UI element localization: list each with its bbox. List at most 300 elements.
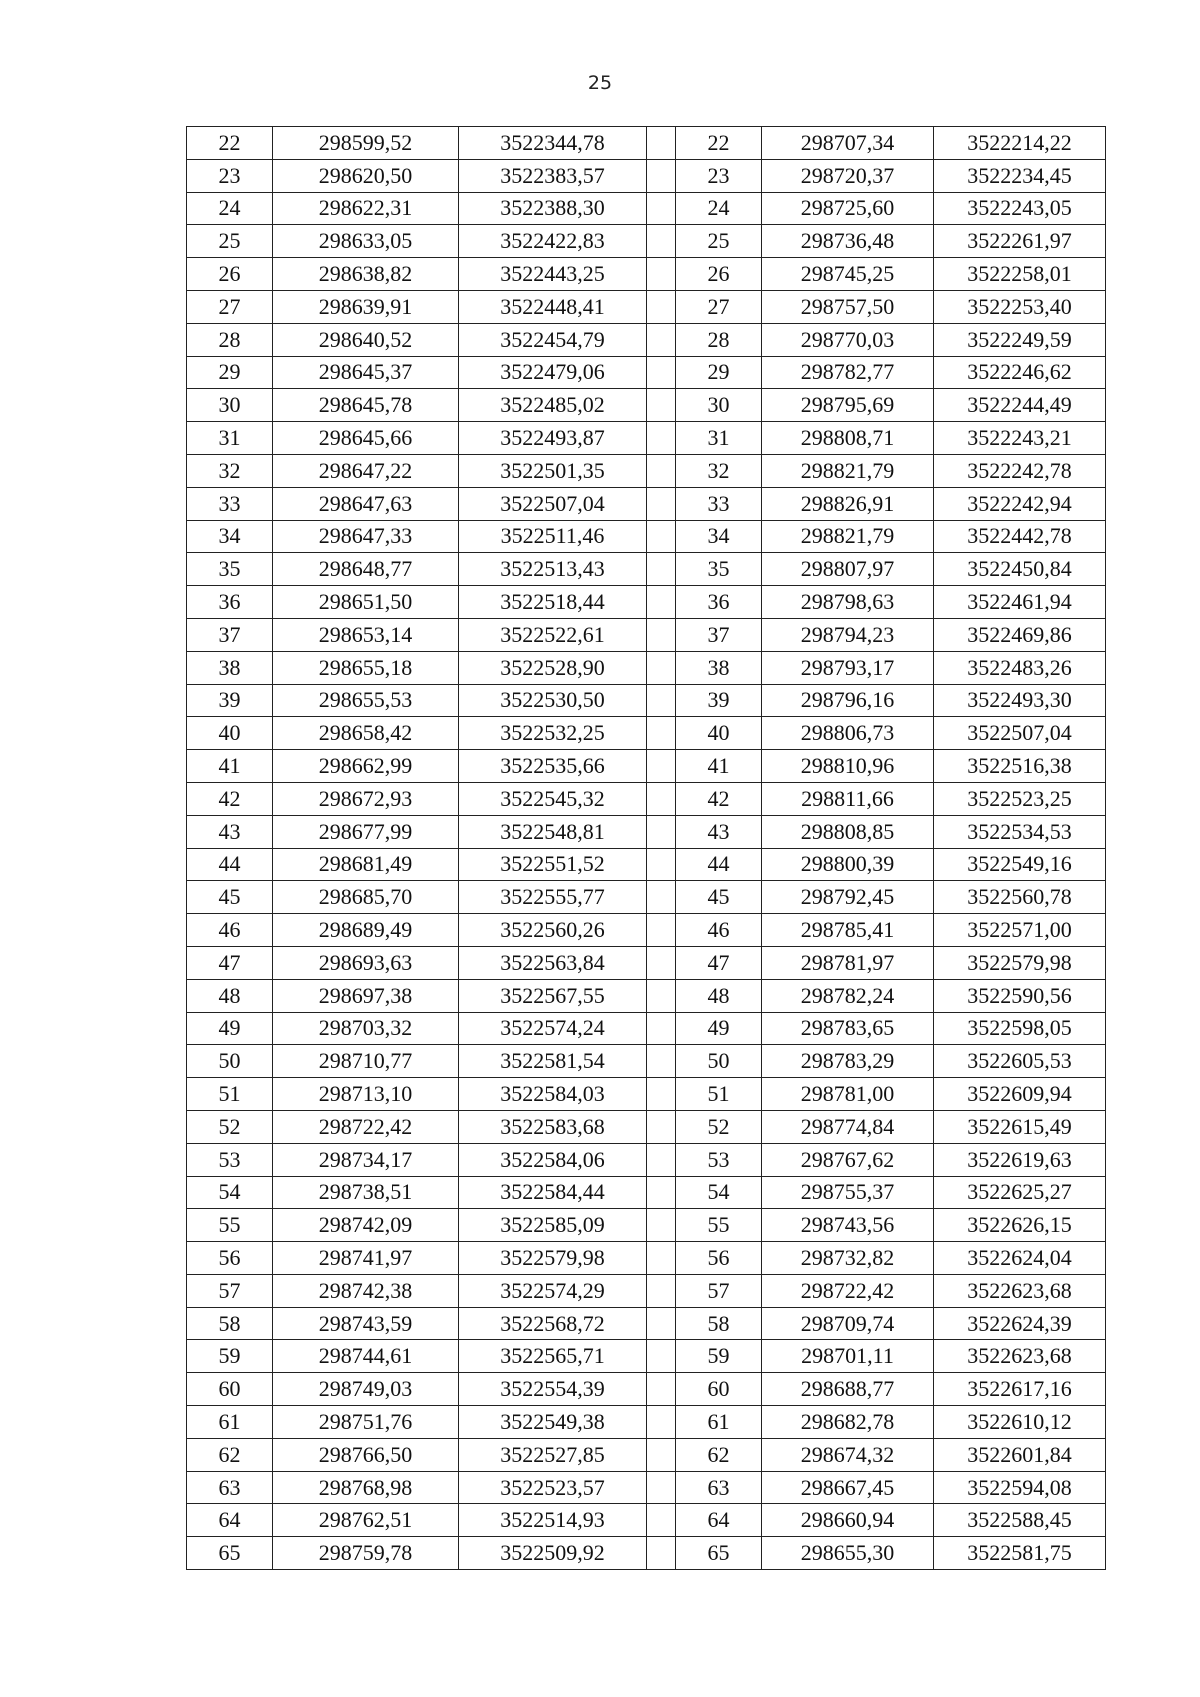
y-coordinate-cell: 3522585,09 <box>459 1209 647 1242</box>
y-coordinate-cell: 3522590,56 <box>934 979 1106 1012</box>
x-coordinate-cell: 298736,48 <box>762 225 934 258</box>
x-coordinate-cell: 298826,91 <box>762 487 934 520</box>
point-number-cell: 56 <box>187 1242 273 1275</box>
coordinates-table <box>186 126 1106 1570</box>
table-row <box>187 1143 1106 1176</box>
table-row <box>187 651 1106 684</box>
table-row <box>187 1504 1106 1537</box>
point-number-cell: 37 <box>187 618 273 651</box>
point-number-cell: 29 <box>676 356 762 389</box>
separator-cell <box>647 1438 676 1471</box>
x-coordinate-cell: 298795,69 <box>762 389 934 422</box>
table-row <box>187 782 1106 815</box>
table-row <box>187 1373 1106 1406</box>
point-number-cell: 49 <box>676 1012 762 1045</box>
y-coordinate-cell: 3522560,26 <box>459 914 647 947</box>
table-row <box>187 159 1106 192</box>
x-coordinate-cell: 298703,32 <box>273 1012 459 1045</box>
point-number-cell: 28 <box>187 323 273 356</box>
x-coordinate-cell: 298774,84 <box>762 1110 934 1143</box>
point-number-cell: 55 <box>187 1209 273 1242</box>
separator-cell <box>647 651 676 684</box>
separator-cell <box>647 881 676 914</box>
point-number-cell: 56 <box>676 1242 762 1275</box>
x-coordinate-cell: 298648,77 <box>273 553 459 586</box>
table-row <box>187 881 1106 914</box>
x-coordinate-cell: 298638,82 <box>273 258 459 291</box>
point-number-cell: 37 <box>676 618 762 651</box>
x-coordinate-cell: 298808,71 <box>762 422 934 455</box>
x-coordinate-cell: 298645,78 <box>273 389 459 422</box>
point-number-cell: 35 <box>676 553 762 586</box>
table-row <box>187 225 1106 258</box>
y-coordinate-cell: 3522514,93 <box>459 1504 647 1537</box>
x-coordinate-cell: 298732,82 <box>762 1242 934 1275</box>
y-coordinate-cell: 3522560,78 <box>934 881 1106 914</box>
separator-cell <box>647 225 676 258</box>
x-coordinate-cell: 298647,33 <box>273 520 459 553</box>
point-number-cell: 63 <box>676 1471 762 1504</box>
y-coordinate-cell: 3522563,84 <box>459 946 647 979</box>
point-number-cell: 65 <box>187 1537 273 1570</box>
point-number-cell: 27 <box>187 290 273 323</box>
y-coordinate-cell: 3522442,78 <box>934 520 1106 553</box>
x-coordinate-cell: 298792,45 <box>762 881 934 914</box>
table-row <box>187 1340 1106 1373</box>
x-coordinate-cell: 298806,73 <box>762 717 934 750</box>
y-coordinate-cell: 3522623,68 <box>934 1274 1106 1307</box>
table-row <box>187 487 1106 520</box>
separator-cell <box>647 159 676 192</box>
x-coordinate-cell: 298720,37 <box>762 159 934 192</box>
x-coordinate-cell: 298645,37 <box>273 356 459 389</box>
y-coordinate-cell: 3522548,81 <box>459 815 647 848</box>
y-coordinate-cell: 3522454,79 <box>459 323 647 356</box>
y-coordinate-cell: 3522574,24 <box>459 1012 647 1045</box>
point-number-cell: 50 <box>187 1045 273 1078</box>
y-coordinate-cell: 3522507,04 <box>934 717 1106 750</box>
separator-cell <box>647 750 676 783</box>
x-coordinate-cell: 298767,62 <box>762 1143 934 1176</box>
x-coordinate-cell: 298810,96 <box>762 750 934 783</box>
table-row <box>187 1274 1106 1307</box>
y-coordinate-cell: 3522579,98 <box>934 946 1106 979</box>
table-row <box>187 1078 1106 1111</box>
table-row <box>187 356 1106 389</box>
x-coordinate-cell: 298682,78 <box>762 1406 934 1439</box>
point-number-cell: 31 <box>187 422 273 455</box>
point-number-cell: 43 <box>676 815 762 848</box>
point-number-cell: 27 <box>676 290 762 323</box>
point-number-cell: 22 <box>187 127 273 160</box>
point-number-cell: 23 <box>676 159 762 192</box>
y-coordinate-cell: 3522244,49 <box>934 389 1106 422</box>
x-coordinate-cell: 298734,17 <box>273 1143 459 1176</box>
separator-cell <box>647 946 676 979</box>
x-coordinate-cell: 298681,49 <box>273 848 459 881</box>
table-row <box>187 717 1106 750</box>
table-row <box>187 192 1106 225</box>
y-coordinate-cell: 3522609,94 <box>934 1078 1106 1111</box>
point-number-cell: 33 <box>676 487 762 520</box>
separator-cell <box>647 618 676 651</box>
y-coordinate-cell: 3522625,27 <box>934 1176 1106 1209</box>
point-number-cell: 50 <box>676 1045 762 1078</box>
table-row <box>187 684 1106 717</box>
separator-cell <box>647 487 676 520</box>
table-row <box>187 258 1106 291</box>
separator-cell <box>647 1307 676 1340</box>
y-coordinate-cell: 3522624,39 <box>934 1307 1106 1340</box>
x-coordinate-cell: 298759,78 <box>273 1537 459 1570</box>
x-coordinate-cell: 298633,05 <box>273 225 459 258</box>
separator-cell <box>647 1209 676 1242</box>
separator-cell <box>647 1274 676 1307</box>
table-row <box>187 750 1106 783</box>
x-coordinate-cell: 298655,18 <box>273 651 459 684</box>
point-number-cell: 55 <box>676 1209 762 1242</box>
x-coordinate-cell: 298655,53 <box>273 684 459 717</box>
table-row <box>187 618 1106 651</box>
y-coordinate-cell: 3522588,45 <box>934 1504 1106 1537</box>
point-number-cell: 60 <box>676 1373 762 1406</box>
x-coordinate-cell: 298811,66 <box>762 782 934 815</box>
y-coordinate-cell: 3522610,12 <box>934 1406 1106 1439</box>
table-row <box>187 389 1106 422</box>
y-coordinate-cell: 3522243,05 <box>934 192 1106 225</box>
point-number-cell: 46 <box>187 914 273 947</box>
y-coordinate-cell: 3522243,21 <box>934 422 1106 455</box>
y-coordinate-cell: 3522485,02 <box>459 389 647 422</box>
point-number-cell: 53 <box>187 1143 273 1176</box>
x-coordinate-cell: 298794,23 <box>762 618 934 651</box>
x-coordinate-cell: 298685,70 <box>273 881 459 914</box>
point-number-cell: 45 <box>676 881 762 914</box>
x-coordinate-cell: 298620,50 <box>273 159 459 192</box>
separator-cell <box>647 1373 676 1406</box>
y-coordinate-cell: 3522469,86 <box>934 618 1106 651</box>
y-coordinate-cell: 3522624,04 <box>934 1242 1106 1275</box>
point-number-cell: 26 <box>187 258 273 291</box>
y-coordinate-cell: 3522450,84 <box>934 553 1106 586</box>
y-coordinate-cell: 3522549,38 <box>459 1406 647 1439</box>
point-number-cell: 24 <box>676 192 762 225</box>
x-coordinate-cell: 298722,42 <box>273 1110 459 1143</box>
x-coordinate-cell: 298689,49 <box>273 914 459 947</box>
point-number-cell: 48 <box>676 979 762 1012</box>
table-row <box>187 1438 1106 1471</box>
y-coordinate-cell: 3522551,52 <box>459 848 647 881</box>
x-coordinate-cell: 298662,99 <box>273 750 459 783</box>
x-coordinate-cell: 298674,32 <box>762 1438 934 1471</box>
x-coordinate-cell: 298709,74 <box>762 1307 934 1340</box>
x-coordinate-cell: 298688,77 <box>762 1373 934 1406</box>
y-coordinate-cell: 3522565,71 <box>459 1340 647 1373</box>
y-coordinate-cell: 3522261,97 <box>934 225 1106 258</box>
y-coordinate-cell: 3522601,84 <box>934 1438 1106 1471</box>
separator-cell <box>647 1340 676 1373</box>
point-number-cell: 44 <box>676 848 762 881</box>
point-number-cell: 25 <box>676 225 762 258</box>
point-number-cell: 33 <box>187 487 273 520</box>
separator-cell <box>647 323 676 356</box>
y-coordinate-cell: 3522493,30 <box>934 684 1106 717</box>
point-number-cell: 64 <box>676 1504 762 1537</box>
x-coordinate-cell: 298821,79 <box>762 520 934 553</box>
separator-cell <box>647 586 676 619</box>
y-coordinate-cell: 3522511,46 <box>459 520 647 553</box>
x-coordinate-cell: 298757,50 <box>762 290 934 323</box>
x-coordinate-cell: 298741,97 <box>273 1242 459 1275</box>
y-coordinate-cell: 3522242,94 <box>934 487 1106 520</box>
y-coordinate-cell: 3522344,78 <box>459 127 647 160</box>
y-coordinate-cell: 3522549,16 <box>934 848 1106 881</box>
point-number-cell: 51 <box>187 1078 273 1111</box>
y-coordinate-cell: 3522584,06 <box>459 1143 647 1176</box>
x-coordinate-cell: 298725,60 <box>762 192 934 225</box>
x-coordinate-cell: 298742,09 <box>273 1209 459 1242</box>
table-row <box>187 127 1106 160</box>
point-number-cell: 42 <box>676 782 762 815</box>
x-coordinate-cell: 298798,63 <box>762 586 934 619</box>
x-coordinate-cell: 298713,10 <box>273 1078 459 1111</box>
separator-cell <box>647 1143 676 1176</box>
point-number-cell: 57 <box>187 1274 273 1307</box>
x-coordinate-cell: 298782,77 <box>762 356 934 389</box>
separator-cell <box>647 290 676 323</box>
y-coordinate-cell: 3522461,94 <box>934 586 1106 619</box>
x-coordinate-cell: 298658,42 <box>273 717 459 750</box>
y-coordinate-cell: 3522479,06 <box>459 356 647 389</box>
y-coordinate-cell: 3522509,92 <box>459 1537 647 1570</box>
separator-cell <box>647 389 676 422</box>
y-coordinate-cell: 3522617,16 <box>934 1373 1106 1406</box>
point-number-cell: 31 <box>676 422 762 455</box>
x-coordinate-cell: 298781,00 <box>762 1078 934 1111</box>
table-row <box>187 1110 1106 1143</box>
y-coordinate-cell: 3522623,68 <box>934 1340 1106 1373</box>
table-row <box>187 1471 1106 1504</box>
point-number-cell: 22 <box>676 127 762 160</box>
point-number-cell: 38 <box>676 651 762 684</box>
point-number-cell: 65 <box>676 1537 762 1570</box>
point-number-cell: 26 <box>676 258 762 291</box>
point-number-cell: 58 <box>676 1307 762 1340</box>
table-row <box>187 1537 1106 1570</box>
table-row <box>187 815 1106 848</box>
x-coordinate-cell: 298647,63 <box>273 487 459 520</box>
x-coordinate-cell: 298639,91 <box>273 290 459 323</box>
point-number-cell: 57 <box>676 1274 762 1307</box>
point-number-cell: 49 <box>187 1012 273 1045</box>
table-row <box>187 848 1106 881</box>
x-coordinate-cell: 298701,11 <box>762 1340 934 1373</box>
separator-cell <box>647 1504 676 1537</box>
y-coordinate-cell: 3522242,78 <box>934 454 1106 487</box>
y-coordinate-cell: 3522555,77 <box>459 881 647 914</box>
x-coordinate-cell: 298781,97 <box>762 946 934 979</box>
y-coordinate-cell: 3522530,50 <box>459 684 647 717</box>
y-coordinate-cell: 3522532,25 <box>459 717 647 750</box>
point-number-cell: 46 <box>676 914 762 947</box>
point-number-cell: 51 <box>676 1078 762 1111</box>
x-coordinate-cell: 298745,25 <box>762 258 934 291</box>
x-coordinate-cell: 298762,51 <box>273 1504 459 1537</box>
table-row <box>187 520 1106 553</box>
y-coordinate-cell: 3522581,75 <box>934 1537 1106 1570</box>
table-row <box>187 1176 1106 1209</box>
point-number-cell: 63 <box>187 1471 273 1504</box>
point-number-cell: 23 <box>187 159 273 192</box>
y-coordinate-cell: 3522507,04 <box>459 487 647 520</box>
y-coordinate-cell: 3522513,43 <box>459 553 647 586</box>
point-number-cell: 45 <box>187 881 273 914</box>
y-coordinate-cell: 3522518,44 <box>459 586 647 619</box>
separator-cell <box>647 1471 676 1504</box>
x-coordinate-cell: 298660,94 <box>762 1504 934 1537</box>
point-number-cell: 58 <box>187 1307 273 1340</box>
x-coordinate-cell: 298800,39 <box>762 848 934 881</box>
y-coordinate-cell: 3522501,35 <box>459 454 647 487</box>
y-coordinate-cell: 3522234,45 <box>934 159 1106 192</box>
page-number: 25 <box>587 72 613 94</box>
table-row <box>187 1045 1106 1078</box>
y-coordinate-cell: 3522493,87 <box>459 422 647 455</box>
point-number-cell: 42 <box>187 782 273 815</box>
separator-cell <box>647 1110 676 1143</box>
y-coordinate-cell: 3522448,41 <box>459 290 647 323</box>
table-row <box>187 1406 1106 1439</box>
table-row <box>187 323 1106 356</box>
x-coordinate-cell: 298742,38 <box>273 1274 459 1307</box>
y-coordinate-cell: 3522246,62 <box>934 356 1106 389</box>
separator-cell <box>647 1176 676 1209</box>
table-row <box>187 1209 1106 1242</box>
point-number-cell: 40 <box>187 717 273 750</box>
y-coordinate-cell: 3522522,61 <box>459 618 647 651</box>
y-coordinate-cell: 3522249,59 <box>934 323 1106 356</box>
x-coordinate-cell: 298622,31 <box>273 192 459 225</box>
point-number-cell: 61 <box>187 1406 273 1439</box>
point-number-cell: 30 <box>676 389 762 422</box>
separator-cell <box>647 782 676 815</box>
table-row <box>187 1307 1106 1340</box>
x-coordinate-cell: 298793,17 <box>762 651 934 684</box>
x-coordinate-cell: 298782,24 <box>762 979 934 1012</box>
point-number-cell: 61 <box>676 1406 762 1439</box>
x-coordinate-cell: 298796,16 <box>762 684 934 717</box>
y-coordinate-cell: 3522535,66 <box>459 750 647 783</box>
point-number-cell: 47 <box>187 946 273 979</box>
x-coordinate-cell: 298766,50 <box>273 1438 459 1471</box>
x-coordinate-cell: 298640,52 <box>273 323 459 356</box>
table-row <box>187 290 1106 323</box>
separator-cell <box>647 815 676 848</box>
separator-cell <box>647 684 676 717</box>
x-coordinate-cell: 298755,37 <box>762 1176 934 1209</box>
point-number-cell: 39 <box>187 684 273 717</box>
table-row <box>187 454 1106 487</box>
y-coordinate-cell: 3522567,55 <box>459 979 647 1012</box>
separator-cell <box>647 1406 676 1439</box>
x-coordinate-cell: 298749,03 <box>273 1373 459 1406</box>
separator-cell <box>647 258 676 291</box>
x-coordinate-cell: 298655,30 <box>762 1537 934 1570</box>
point-number-cell: 59 <box>676 1340 762 1373</box>
point-number-cell: 54 <box>187 1176 273 1209</box>
y-coordinate-cell: 3522258,01 <box>934 258 1106 291</box>
separator-cell <box>647 1078 676 1111</box>
x-coordinate-cell: 298693,63 <box>273 946 459 979</box>
coordinates-table-body <box>187 127 1106 1570</box>
x-coordinate-cell: 298667,45 <box>762 1471 934 1504</box>
point-number-cell: 36 <box>676 586 762 619</box>
point-number-cell: 60 <box>187 1373 273 1406</box>
point-number-cell: 47 <box>676 946 762 979</box>
point-number-cell: 54 <box>676 1176 762 1209</box>
point-number-cell: 28 <box>676 323 762 356</box>
y-coordinate-cell: 3522523,57 <box>459 1471 647 1504</box>
point-number-cell: 29 <box>187 356 273 389</box>
point-number-cell: 64 <box>187 1504 273 1537</box>
y-coordinate-cell: 3522581,54 <box>459 1045 647 1078</box>
separator-cell <box>647 1242 676 1275</box>
separator-cell <box>647 127 676 160</box>
y-coordinate-cell: 3522579,98 <box>459 1242 647 1275</box>
table-row <box>187 586 1106 619</box>
y-coordinate-cell: 3522594,08 <box>934 1471 1106 1504</box>
point-number-cell: 41 <box>676 750 762 783</box>
table-row <box>187 553 1106 586</box>
y-coordinate-cell: 3522516,38 <box>934 750 1106 783</box>
y-coordinate-cell: 3522571,00 <box>934 914 1106 947</box>
x-coordinate-cell: 298821,79 <box>762 454 934 487</box>
y-coordinate-cell: 3522605,53 <box>934 1045 1106 1078</box>
y-coordinate-cell: 3522214,22 <box>934 127 1106 160</box>
separator-cell <box>647 356 676 389</box>
x-coordinate-cell: 298647,22 <box>273 454 459 487</box>
y-coordinate-cell: 3522626,15 <box>934 1209 1106 1242</box>
point-number-cell: 39 <box>676 684 762 717</box>
y-coordinate-cell: 3522598,05 <box>934 1012 1106 1045</box>
point-number-cell: 34 <box>676 520 762 553</box>
separator-cell <box>647 914 676 947</box>
point-number-cell: 38 <box>187 651 273 684</box>
x-coordinate-cell: 298743,59 <box>273 1307 459 1340</box>
y-coordinate-cell: 3522422,83 <box>459 225 647 258</box>
y-coordinate-cell: 3522388,30 <box>459 192 647 225</box>
y-coordinate-cell: 3522574,29 <box>459 1274 647 1307</box>
point-number-cell: 62 <box>187 1438 273 1471</box>
y-coordinate-cell: 3522534,53 <box>934 815 1106 848</box>
y-coordinate-cell: 3522483,26 <box>934 651 1106 684</box>
point-number-cell: 43 <box>187 815 273 848</box>
point-number-cell: 53 <box>676 1143 762 1176</box>
point-number-cell: 44 <box>187 848 273 881</box>
x-coordinate-cell: 298707,34 <box>762 127 934 160</box>
y-coordinate-cell: 3522584,03 <box>459 1078 647 1111</box>
point-number-cell: 62 <box>676 1438 762 1471</box>
x-coordinate-cell: 298677,99 <box>273 815 459 848</box>
x-coordinate-cell: 298710,77 <box>273 1045 459 1078</box>
separator-cell <box>647 422 676 455</box>
x-coordinate-cell: 298785,41 <box>762 914 934 947</box>
x-coordinate-cell: 298744,61 <box>273 1340 459 1373</box>
table-row <box>187 1012 1106 1045</box>
x-coordinate-cell: 298783,65 <box>762 1012 934 1045</box>
separator-cell <box>647 553 676 586</box>
table-row <box>187 914 1106 947</box>
